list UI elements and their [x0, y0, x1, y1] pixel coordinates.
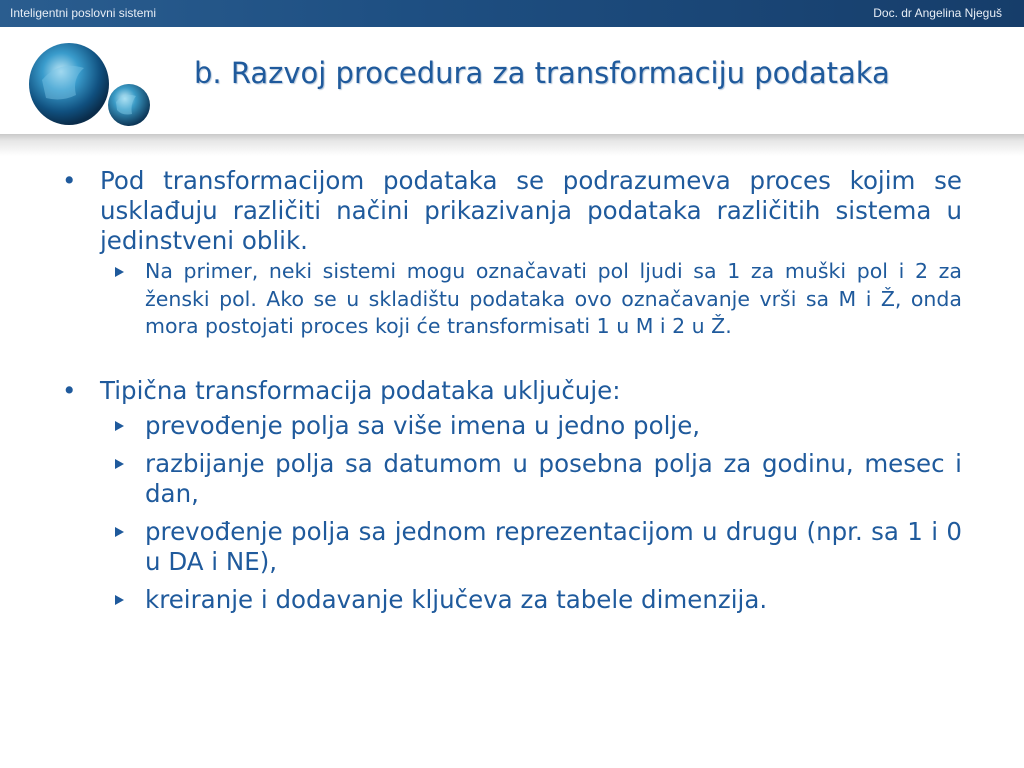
course-name: Inteligentni poslovni sistemi [10, 6, 157, 20]
sub-bullet-text: razbijanje polja sa datumom u posebna polja za godinu, mesec i dan, [145, 448, 962, 508]
triangle-bullet-icon [115, 527, 124, 537]
bullet-dot-icon: • [62, 375, 77, 405]
triangle-bullet-icon [115, 459, 124, 469]
triangle-bullet-icon [115, 267, 124, 277]
bullet-item [60, 376, 962, 406]
sub-bullet-item [60, 411, 962, 441]
bullet-text: Tipična transformacija podataka uključuje: [100, 375, 621, 405]
globe-logo-icon [24, 40, 159, 135]
triangle-bullet-icon [115, 421, 124, 431]
sub-bullet-item [60, 517, 962, 577]
sub-bullet-text: prevođenje polja sa više imena u jedno polje, [145, 410, 701, 440]
header-divider [0, 134, 1024, 156]
sub-bullet-text: prevođenje polja sa jednom reprezentacijom u drugu (npr. sa 1 i 0 u DA i NE), [145, 516, 962, 576]
sub-bullet-text: Na primer, neki sistemi mogu označavati pol ljudi sa 1 za muški pol i 2 za ženski pol. Ako se u skladištu podataka ovo označavanje vrši sa M i Ž, onda mora postojati proces koji će transformisati 1 u M i 2 u Ž. [145, 259, 962, 338]
sub-bullet-text: kreiranje i dodavanje ključeva za tabele dimenzija. [145, 584, 768, 614]
slide-title: b. Razvoj procedura za transformaciju podataka [194, 56, 890, 90]
top-header-bar [0, 0, 1024, 27]
author-name: Doc. dr Angelina Njeguš [873, 6, 1002, 20]
triangle-bullet-icon [115, 595, 124, 605]
sub-bullet-item [60, 585, 962, 615]
bullet-dot-icon: • [62, 166, 77, 195]
sub-bullet-item [60, 258, 962, 341]
bullet-text: Pod transformacijom podataka se podrazumeva proces kojim se usklađuju različiti načini prikazivanja podataka različitih sistema u jedinstveni oblik. [100, 166, 962, 255]
sub-bullet-item [60, 449, 962, 509]
slide-content [60, 166, 962, 615]
bullet-item [60, 166, 962, 256]
